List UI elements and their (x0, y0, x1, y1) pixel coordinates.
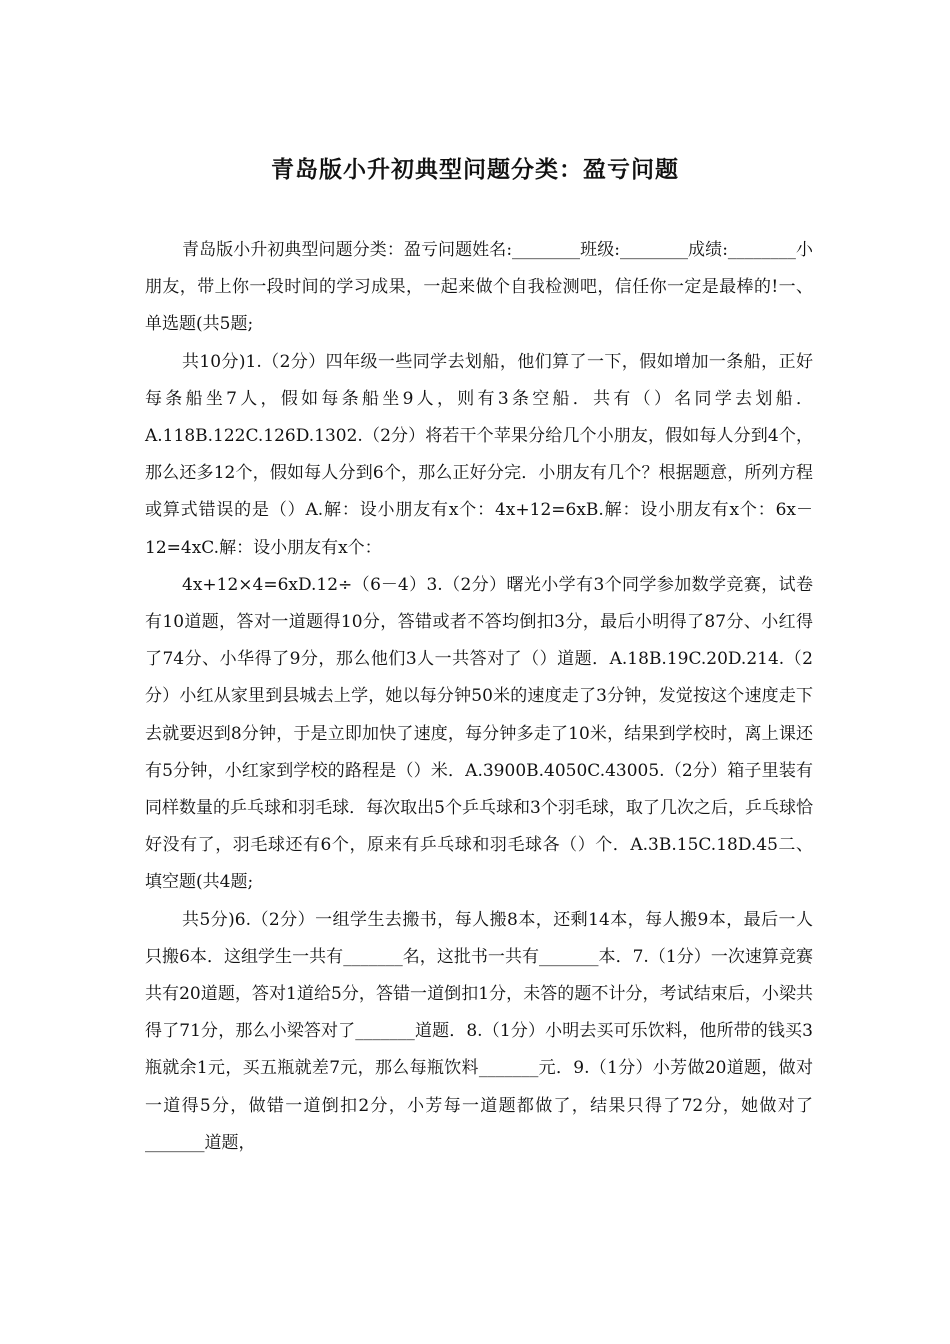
document-title: 青岛版小升初典型问题分类：盈亏问题 (271, 156, 679, 183)
paragraph-fill-in-blanks: 共5分)6.（2分）一组学生去搬书，每人搬8本，还剩14本，每人搬9本，最后一人只搬6本．这组学生一共有_______名，这批书一共有_______本．7.（1分）一次速算竞赛共有20道题，答对1道给5分，答错一道倒扣1分，未答的题不计分，考试结束后，小梁共得了71分，那么小梁答对了_______道题．8.（1分）小明去买可乐饮料，他所带的钱买3瓶就余1元，买五瓶就差7元，那么每瓶饮料_______元．9.（1分）小芳做20道题，做对一道得5分，做错一道倒扣2分，小芳每一道题都做了，结果只得了72分，她做对了_______道题， (145, 909, 813, 1153)
paragraph-intro: 青岛版小升初典型问题分类：盈亏问题姓名:________班级:________成绩:________小朋友，带上你一段时间的学习成果，一起来做个自我检测吧，信任你一定是最棒的!一、单选题(共5题; (145, 240, 813, 335)
paragraph-single-choice-continued: 4x+12×4=6xD.12÷（6－4）3.（2分）曙光小学有3个同学参加数学竞赛，试卷有10道题，答对一道题得10分，答错或者不答均倒扣3分，最后小明得了87分、小红得了74分、小华得了9分，那么他们3人一共答对了（）道题．A.18B.19C.20D.214.（2分）小红从家里到县城去上学，她以每分钟50米的速度走了3分钟，发觉按这个速度走下去就要迟到8分钟，于是立即加快了速度，每分钟多走了10米，结果到学校时，离上课还有5分钟，小红家到学校的路程是（）米．A.3900B.4050C.43005.（2分）箱子里装有同样数量的乒乓球和羽毛球．每次取出5个乒乓球和3个羽毛球，取了几次之后，乒乓球恰好没有了，羽毛球还有6个，原来有乒乓球和羽毛球各（）个．A.3B.15C.18D.45二、填空题(共4题; (145, 574, 813, 893)
paragraph-single-choice: 共10分)1.（2分）四年级一些同学去划船，他们算了一下，假如增加一条船，正好每条船坐7人，假如每条船坐9人，则有3条空船．共有（）名同学去划船．A.118B.122C.126D.1302.（2分）将若干个苹果分给几个小朋友，假如每人分到4个，那么还多12个，假如每人分到6个，那么正好分完．小朋友有几个？根据题意，所列方程或算式错误的是（）A.解：设小朋友有x个：4x+12=6xB.解：设小朋友有x个：6x－12=4xC.解：设小朋友有x个： (145, 351, 813, 558)
document-body (145, 232, 813, 1162)
